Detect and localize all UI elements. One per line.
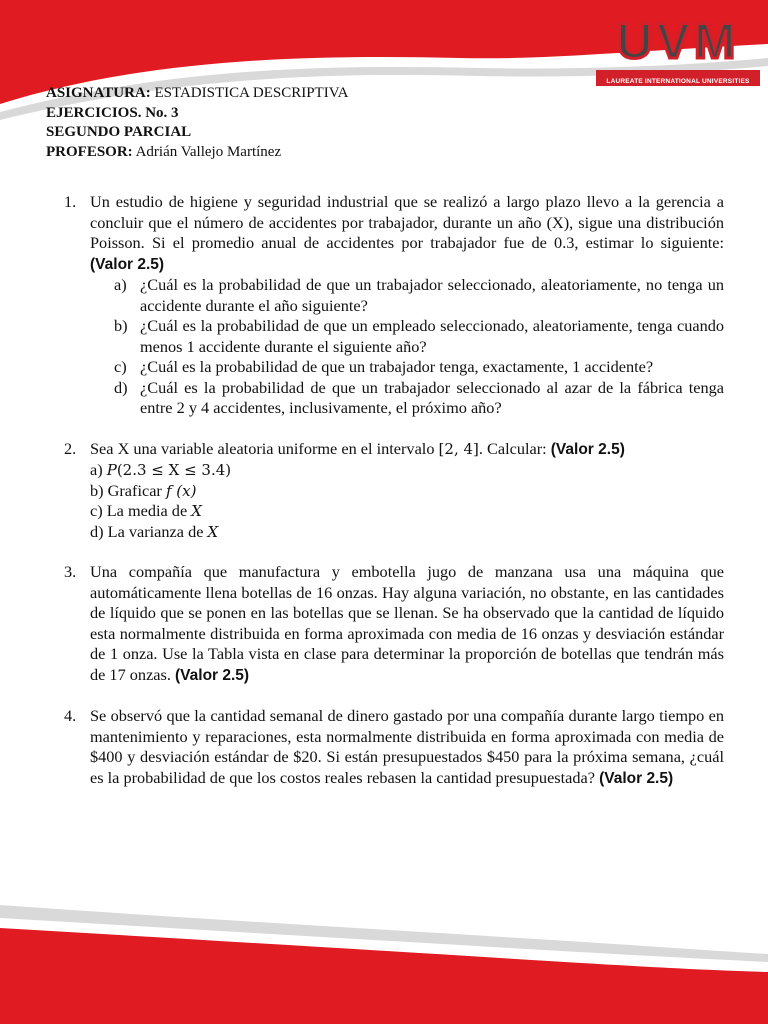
asignatura-row <box>46 84 348 104</box>
item-c <box>90 501 724 522</box>
exercise-1 <box>64 192 724 419</box>
exercise-number: 3. <box>64 562 77 581</box>
exercise-statement: Se observó que la cantidad semanal de dinero gastado por una compañía durante largo tiempo en mantenimiento y reparaciones, esta normalmente distribuida en forma aproximada con media de $400 y desviación estándar de $20. Si están presupuestados $450 para la próxima semana, ¿cuál es la probabilidad de que los costos reales rebasen la cantidad presupuestada? <box>90 706 724 787</box>
exercise-text <box>90 192 724 275</box>
exercise-statement: Sea X una variable aleatoria uniforme en el intervalo <box>90 438 439 458</box>
item-prefix: c) La media de <box>90 501 192 520</box>
item-prefix: a) <box>90 460 107 479</box>
sub-question-c <box>114 357 724 378</box>
sub-question-a <box>114 275 724 316</box>
item-math-expression: (x) <box>171 481 197 500</box>
asignatura-label: ASIGNATURA: <box>46 85 151 101</box>
item-a <box>90 460 724 481</box>
item-math-symbol: X <box>207 522 219 541</box>
exercise-value: (Valor 2.5) <box>90 255 165 273</box>
exercise-text <box>90 706 724 789</box>
ejercicios-row <box>46 104 348 124</box>
sub-question-label: d) <box>114 377 128 397</box>
ejercicios-title: EJERCICIOS. No. 3 <box>46 104 179 121</box>
sub-question-text: ¿Cuál es la probabilidad de que un empleado seleccionado, aleatoriamente, tenga cuando menos 1 accidente durante el siguiente año? <box>140 316 724 356</box>
sub-question-label: c) <box>114 357 127 376</box>
sub-question-text: ¿Cuál es la probabilidad de que un trabajador seleccionado, aleatoriamente, no tenga un accidente durante el año siguiente? <box>140 275 724 315</box>
sub-question-list <box>90 275 724 419</box>
exercise-number: 4. <box>64 706 77 725</box>
sub-question-text: ¿Cuál es la probabilidad de que un trabajador tenga, exactamente, 1 accidente? <box>140 357 654 376</box>
profesor-label: PROFESOR: <box>46 143 133 160</box>
item-d <box>90 522 724 543</box>
exercise-statement-end: . Calcular: <box>478 438 551 458</box>
item-math-symbol: f <box>165 481 172 500</box>
exercise-3 <box>64 562 724 686</box>
asignatura-value: ESTADISTICA DESCRIPTIVA <box>150 85 349 101</box>
exercise-value: (Valor 2.5) <box>599 769 674 787</box>
sub-question-label: a) <box>114 275 127 294</box>
document-header <box>46 84 348 162</box>
exercise-statement: Un estudio de higiene y seguridad industrial que se realizó a largo plazo llevo a la gerencia a concluir que el número de accidentes por trabajador, durante un año (X), sigue una distribución Poisson. Si el promedio anual de accidentes por trabajador fue de 0.3, estimar lo siguiente: <box>90 192 724 252</box>
logo-tagline: LAUREATE INTERNATIONAL UNIVERSITIES <box>606 78 750 85</box>
exercise-text <box>90 439 724 461</box>
sub-question-b <box>114 316 724 357</box>
exercise-statement: Una compañía que manufactura y embotella jugo de manzana usa una máquina que automáticamente llena botellas de 16 onzas. Hay alguna variación, no obstante, en las cantidades de líquido que se ponen en las botellas que se llenan. Se ha observado que la cantidad de líquido esta normalmente distribuida en forma aproximada con media de 16 onzas y desviación estándar de 1 onza. Use la Tabla vista en clase para determinar la proporción de botellas que tendrán más de 17 onzas. <box>90 562 724 684</box>
item-list <box>90 460 724 542</box>
exercise-value: (Valor 2.5) <box>550 440 625 458</box>
sub-question-label: b) <box>114 316 128 335</box>
sub-question-d <box>114 378 724 419</box>
sub-question-text: ¿Cuál es la probabilidad de que un trabajador seleccionado al azar de la fábrica tenga entre 2 y 4 accidentes, inclusivamente, el próximo año? <box>140 377 724 417</box>
exercise-value: (Valor 2.5) <box>175 666 250 684</box>
item-prefix: d) La varianza de <box>90 521 208 541</box>
bottom-red-band <box>0 928 768 1024</box>
item-b <box>90 481 724 502</box>
exercise-4 <box>64 706 724 789</box>
exercise-list <box>64 192 724 789</box>
exercise-2 <box>64 439 724 543</box>
item-prefix: b) Graficar <box>90 480 166 500</box>
parcial-row <box>46 123 348 143</box>
interval-math: [2, 4] <box>438 439 479 458</box>
exercise-number: 1. <box>64 192 77 211</box>
item-math-symbol: P <box>106 461 117 479</box>
logo-wordmark: UVM <box>616 13 740 69</box>
exercise-number: 2. <box>64 438 77 458</box>
profesor-row <box>46 143 348 163</box>
parcial-title: SEGUNDO PARCIAL <box>46 124 192 140</box>
uvm-logo <box>596 12 760 94</box>
item-math-symbol: X <box>191 502 202 520</box>
item-math-expression: (2.3 ≤ X ≤ 3.4) <box>116 461 232 479</box>
exercise-text <box>90 562 724 686</box>
profesor-value: Adrián Vallejo Martínez <box>132 143 282 160</box>
